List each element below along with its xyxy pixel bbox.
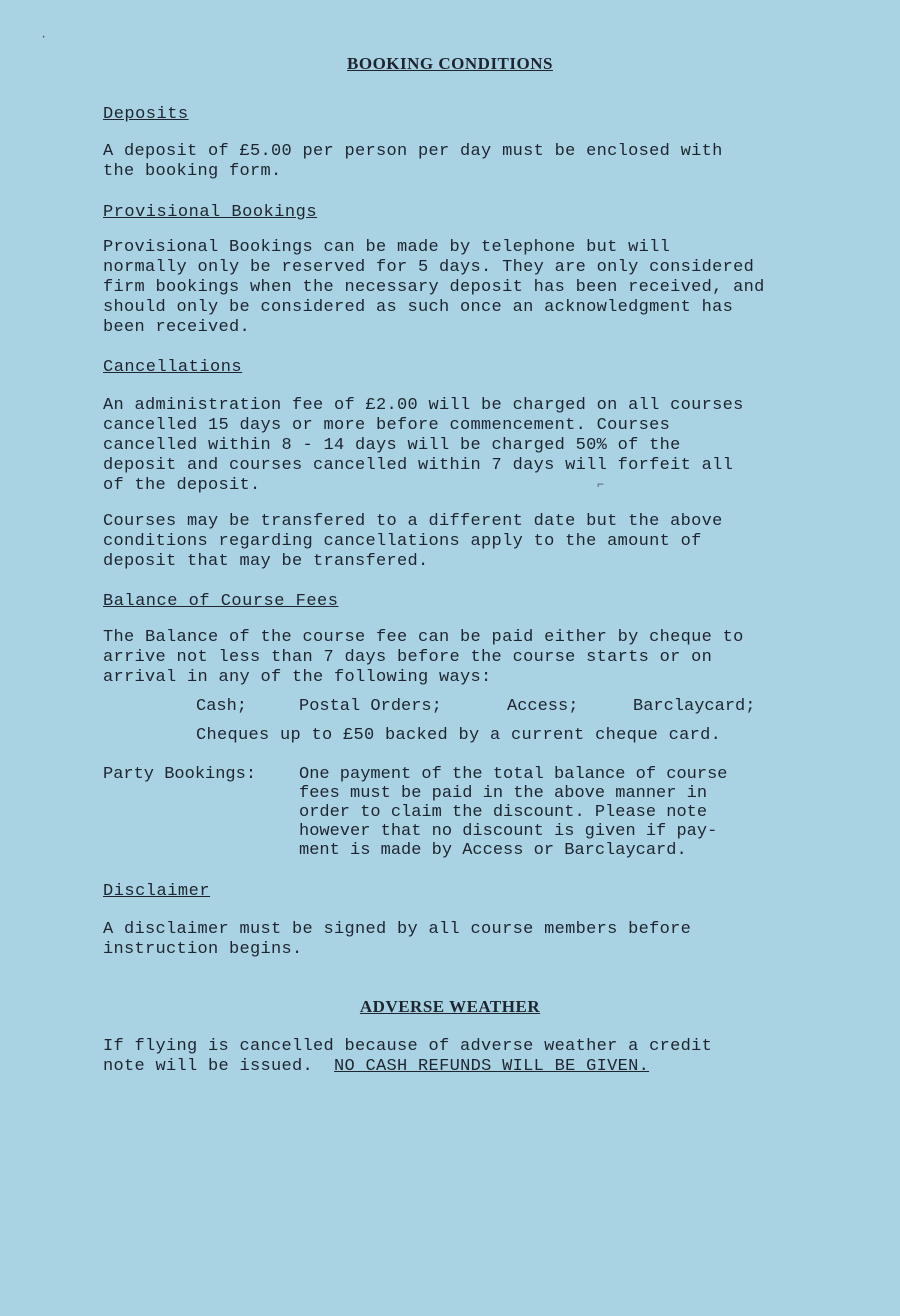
cheque-line: Cheques up to £50 backed by a current cheque card.	[196, 726, 722, 745]
pen-mark: ⌐	[597, 478, 605, 492]
party-bookings-text	[299, 765, 799, 860]
transfer-paragraph	[103, 512, 843, 572]
payment-option-cash: Cash;	[196, 697, 248, 716]
cancellations-heading: Cancellations	[103, 358, 243, 377]
provisional-paragraph	[103, 238, 843, 338]
adverse-weather-heading: ADVERSE WEATHER	[359, 997, 541, 1016]
provisional-line: firm bookings when the necessary deposit has been received, and	[103, 278, 765, 297]
payment-option-barclaycard: Barclaycard;	[633, 697, 756, 716]
party-line: ment is made by Access or Barclaycard.	[299, 841, 687, 860]
party-line: order to claim the discount. Please note	[299, 803, 708, 822]
provisional-line: should only be considered as such once an acknowledgment has	[103, 298, 734, 317]
balance-line: The Balance of the course fee can be paid either by cheque to	[103, 628, 744, 647]
weather-paragraph	[103, 1037, 843, 1077]
weather-line-2	[103, 1057, 843, 1077]
balance-line: arrival in any of the following ways:	[103, 668, 492, 687]
deposits-line: the booking form.	[103, 162, 282, 181]
weather-line: If flying is cancelled because of adverse weather a credit	[103, 1037, 713, 1056]
balance-heading: Balance of Course Fees	[103, 592, 339, 611]
deposits-heading: Deposits	[103, 105, 189, 124]
transfer-line: deposit that may be transfered.	[103, 552, 429, 571]
cancellations-line: cancelled 15 days or more before commencement. Courses	[103, 416, 671, 435]
transfer-line: conditions regarding cancellations apply to the amount of	[103, 532, 702, 551]
provisional-heading: Provisional Bookings	[103, 203, 318, 222]
provisional-line: been received.	[103, 318, 251, 337]
provisional-line: normally only be reserved for 5 days. They are only considered	[103, 258, 755, 277]
party-line: One payment of the total balance of course	[299, 765, 728, 784]
provisional-line: Provisional Bookings can be made by telephone but will	[103, 238, 671, 257]
party-line: however that no discount is given if pay-	[299, 822, 718, 841]
balance-paragraph	[103, 628, 843, 688]
party-line: fees must be paid in the above manner in	[299, 784, 708, 803]
cancellations-line: deposit and courses cancelled within 7 days will forfeit all	[103, 456, 734, 475]
cancellations-line: cancelled within 8 - 14 days will be charged 50% of the	[103, 436, 681, 455]
disclaimer-paragraph	[103, 920, 843, 960]
balance-line: arrive not less than 7 days before the course starts or on	[103, 648, 713, 667]
no-refunds-notice: NO CASH REFUNDS WILL BE GIVEN.	[334, 1057, 650, 1076]
disclaimer-line: instruction begins.	[103, 940, 303, 959]
cancellations-line: of the deposit.	[103, 476, 261, 495]
weather-line-prefix: note will be issued.	[103, 1057, 335, 1076]
scan-speck: ·	[40, 30, 48, 44]
deposits-line: A deposit of £5.00 per person per day must be enclosed with	[103, 142, 723, 161]
transfer-line: Courses may be transfered to a different date but the above	[103, 512, 723, 531]
disclaimer-heading: Disclaimer	[103, 882, 211, 901]
party-bookings-label: Party Bookings:	[103, 765, 257, 784]
payment-option-postal-orders: Postal Orders;	[299, 697, 442, 716]
disclaimer-line: A disclaimer must be signed by all course members before	[103, 920, 692, 939]
cancellations-line: An administration fee of £2.00 will be charged on all courses	[103, 396, 744, 415]
cancellations-paragraph	[103, 396, 843, 496]
payment-option-access: Access;	[507, 697, 579, 716]
document-title: BOOKING CONDITIONS	[347, 54, 553, 73]
deposits-paragraph	[103, 142, 843, 182]
